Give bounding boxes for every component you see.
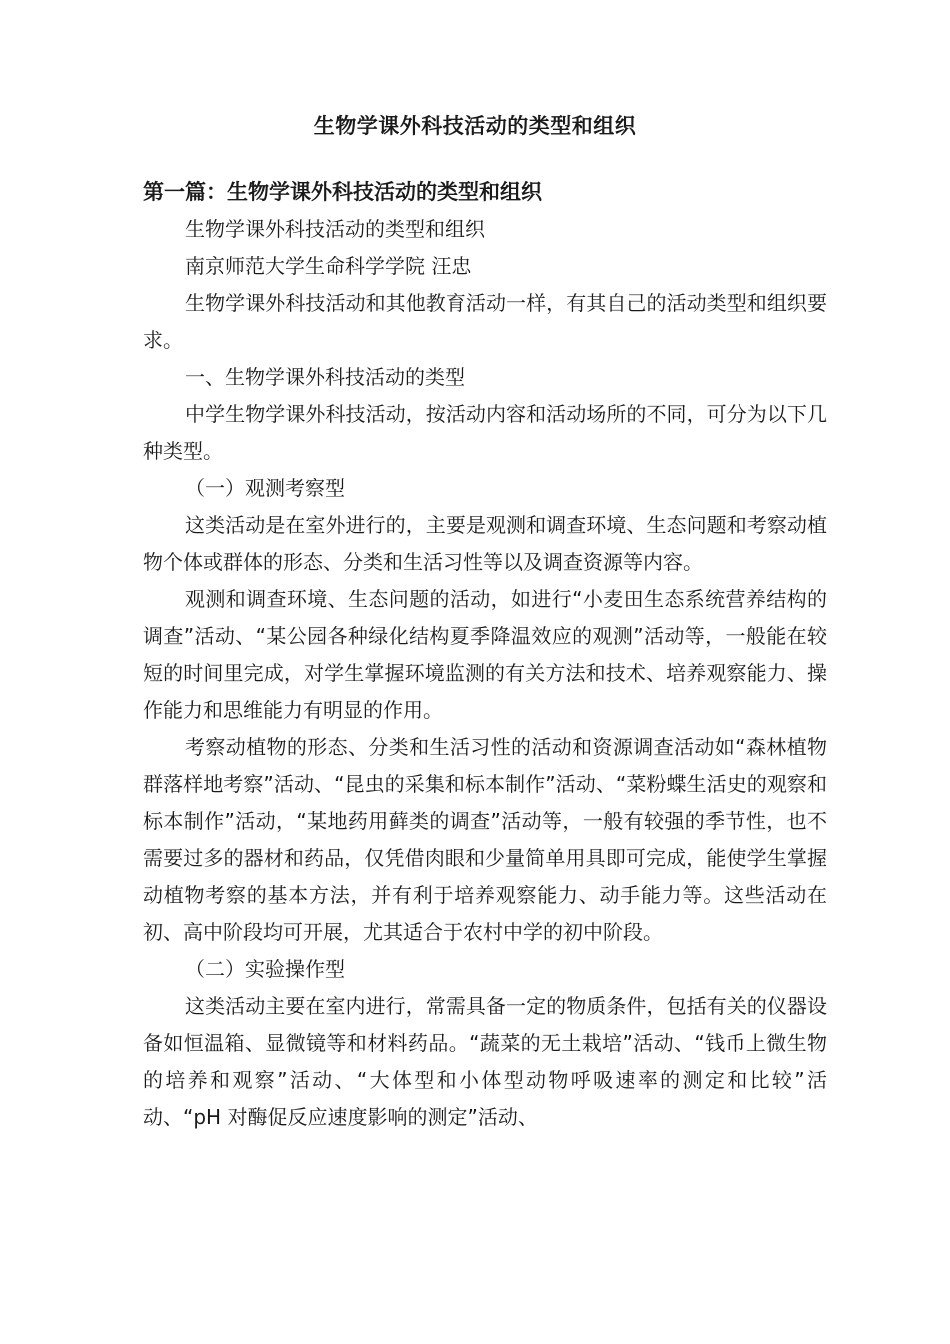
section-heading: 第一篇：生物学课外科技活动的类型和组织 <box>143 180 542 204</box>
paragraph-heading-observation: （一）观测考察型 <box>185 476 345 500</box>
paragraph-heading-types: 一、生物学课外科技活动的类型 <box>185 365 465 389</box>
paragraph-types-intro: 中学生物学课外科技活动，按活动内容和活动场所的不同，可分为以下几种类型。 <box>143 402 827 463</box>
paragraph-observation-desc: 这类活动是在室外进行的，主要是观测和调查环境、生态问题和考察动植物个体或群体的形态、分类和生活习性等以及调查资源等内容。 <box>143 513 827 574</box>
paragraph-subtitle: 生物学课外科技活动的类型和组织 <box>185 217 485 241</box>
document-title: 生物学课外科技活动的类型和组织 <box>313 114 637 138</box>
document-body <box>143 174 827 1136</box>
paragraph-author: 南京师范大学生命科学学院 汪忠 <box>185 254 472 278</box>
paragraph-observation-env: 观测和调查环境、生态问题的活动，如进行“小麦田生态系统营养结构的调查”活动、“某公园各种绿化结构夏季降温效应的观测”活动等，一般能在较短的时间里完成，对学生掌握环境监测的有关方法和技术、培养观察能力、操作能力和思维能力有明显的作用。 <box>143 587 827 722</box>
paragraph-observation-bio: 考察动植物的形态、分类和生活习性的活动和资源调查活动如“森林植物群落样地考察”活动、“昆虫的采集和标本制作”活动、“菜粉蝶生活史的观察和标本制作”活动，“某地药用藓类的调查”活动等，一般有较强的季节性，也不需要过多的器材和药品，仅凭借肉眼和少量简单用具即可完成，能使学生掌握动植物考察的基本方法，并有利于培养观察能力、动手能力等。这些活动在初、高中阶段均可开展，尤其适合于农村中学的初中阶段。 <box>143 735 827 944</box>
paragraph-intro: 生物学课外科技活动和其他教育活动一样，有其自己的活动类型和组织要求。 <box>143 291 827 352</box>
paragraph-experiment-desc: 这类活动主要在室内进行，常需具备一定的物质条件，包括有关的仪器设备如恒温箱、显微镜等和材料药品。“蔬菜的无土栽培”活动、“钱币上微生物的培养和观察”活动、“大体型和小体型动物呼吸速率的测定和比较”活动、“pH 对酶促反应速度影响的测定”活动、 <box>143 994 827 1129</box>
paragraph-heading-experiment: （二）实验操作型 <box>185 957 345 981</box>
